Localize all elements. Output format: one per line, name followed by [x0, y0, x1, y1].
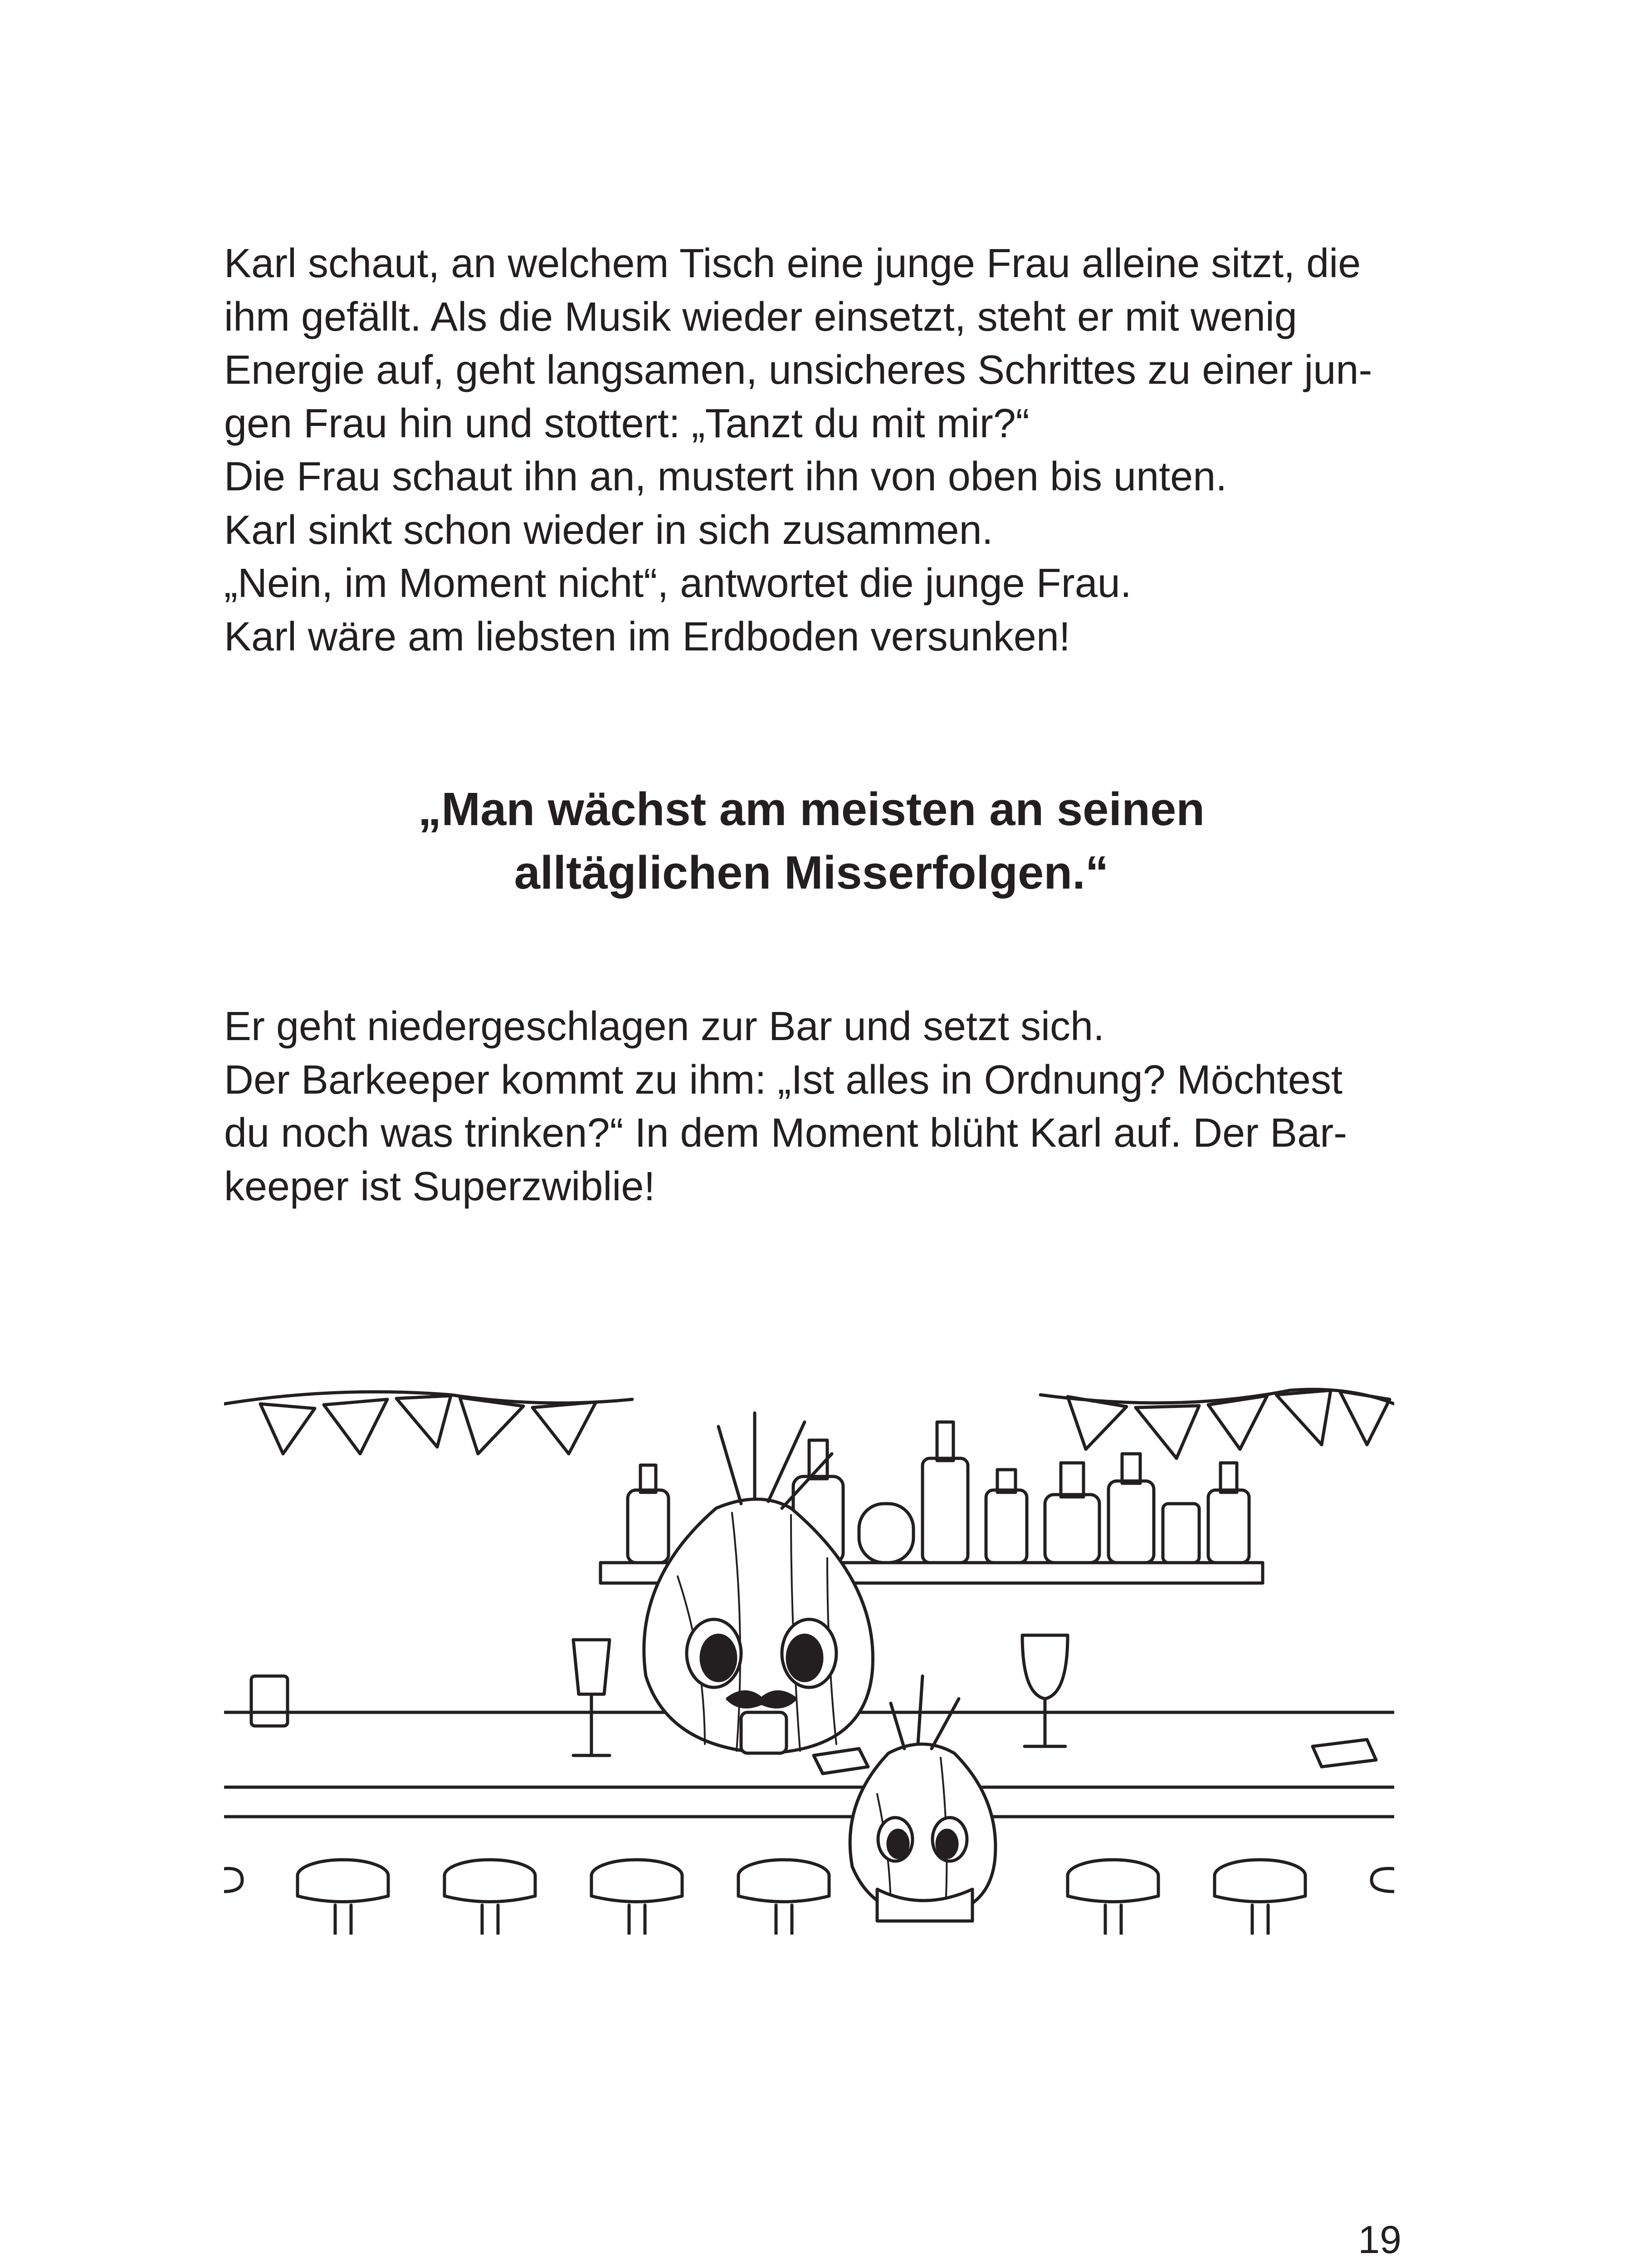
bar-stools	[224, 1860, 1394, 1935]
text-line: „Nein, im Moment nicht“, antwortet die junge Frau.	[224, 561, 1132, 606]
quote-line: alltäglichen Misserfolgen.“	[514, 846, 1109, 899]
text-line: du noch was trinken?“ In dem Moment blüht Karl auf. Der Bar-	[224, 1110, 1347, 1156]
bartender-onion	[644, 1413, 873, 1753]
page-number: 19	[1358, 2218, 1401, 2262]
text-line: Karl sinkt schon wieder in sich zusammen.	[224, 507, 993, 553]
text-line: keeper ist Superzwiblie!	[224, 1163, 655, 1209]
story-paragraph-1	[224, 237, 1399, 664]
text-line: Der Barkeeper kommt zu ihm: „Ist alles in Ordnung? Möchtest	[224, 1057, 1342, 1103]
text-line: ihm gefällt. Als die Musik wieder einsetzt, steht er mit wenig	[224, 294, 1297, 340]
story-paragraph-2	[224, 1000, 1399, 1213]
quote-line: „Man wächst am meisten an seinen	[418, 783, 1205, 835]
highlighted-quote	[224, 777, 1399, 904]
text-line: Karl schaut, an welchem Tisch eine junge Frau alleine sitzt, die	[224, 241, 1361, 286]
bar-scene-illustration	[224, 1386, 1394, 1935]
text-line: Energie auf, geht langsamen, unsicheres Schrittes zu einer jun-	[224, 347, 1372, 393]
text-line: Die Frau schaut ihn an, mustert ihn von oben bis unten.	[224, 454, 1227, 499]
text-line: Er geht niedergeschlagen zur Bar und setzt sich.	[224, 1004, 1105, 1049]
text-line: Karl wäre am liebsten im Erdboden versunken!	[224, 614, 1070, 660]
text-line: gen Frau hin und stottert: „Tanzt du mit mir?“	[224, 401, 1030, 446]
